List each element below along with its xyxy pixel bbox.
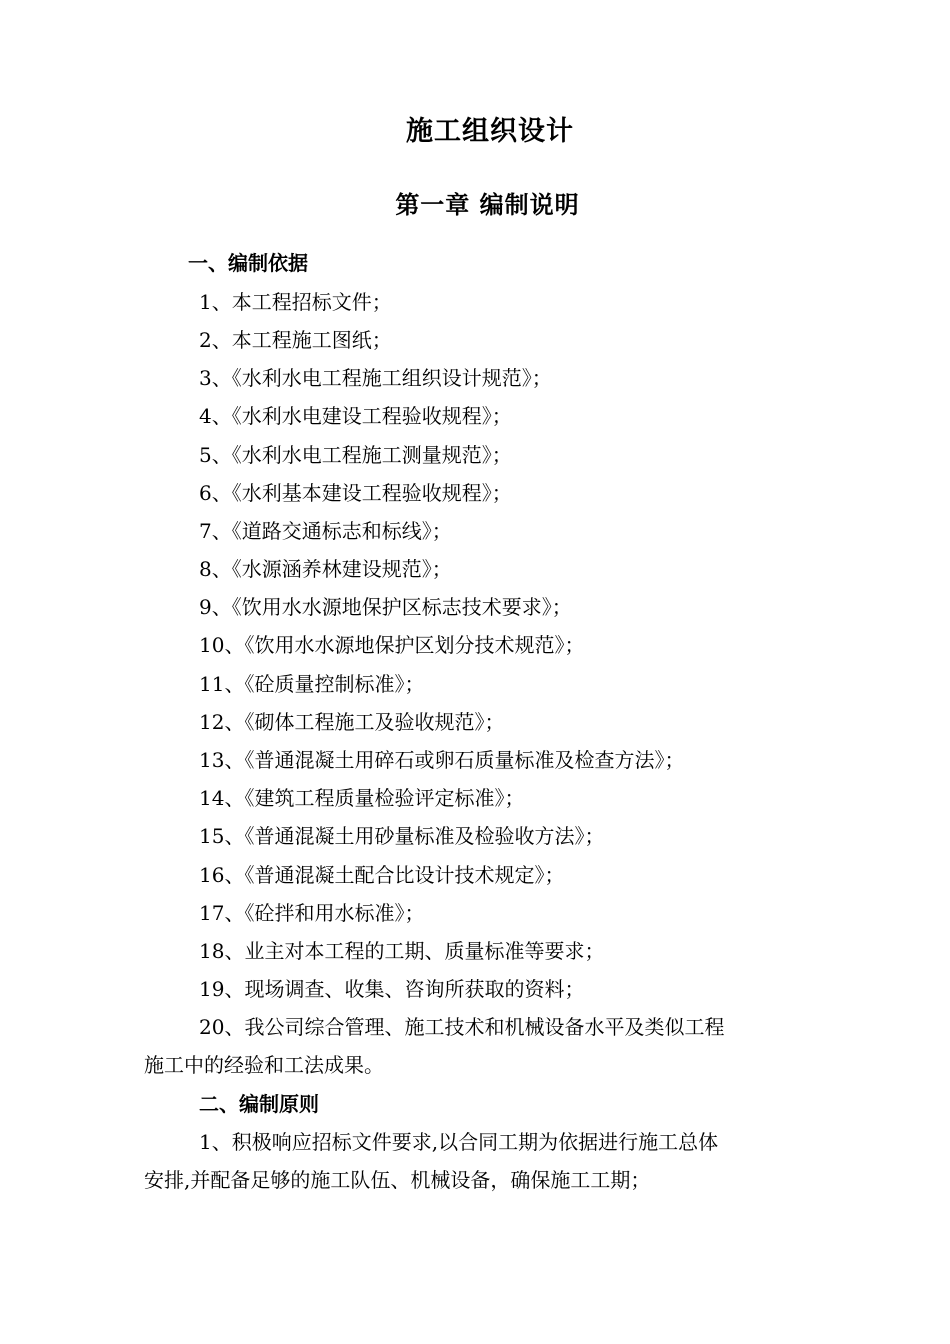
list-item-continuation: 施工中的经验和工法成果。 <box>144 1053 384 1077</box>
document-title: 施工组织设计 <box>406 116 574 147</box>
list-item-continuation: 安排,并配备足够的施工队伍、机械设备，确保施工工期； <box>144 1168 651 1192</box>
section-heading-principles: 二、编制原则 <box>199 1092 319 1116</box>
list-item: 5、《水利水电工程施工测量规范》； <box>199 443 512 467</box>
list-item: 9、《饮用水水源地保护区标志技术要求》； <box>199 595 572 619</box>
list-item: 10、《饮用水水源地保护区划分技术规范》； <box>199 633 585 657</box>
list-item: 2、本工程施工图纸； <box>199 328 392 352</box>
list-item: 1、本工程招标文件； <box>199 290 392 314</box>
section-heading-basis: 一、编制依据 <box>188 251 308 275</box>
list-item: 13、《普通混凝土用碎石或卵石质量标准及检查方法》； <box>199 748 685 772</box>
chapter-title: 第一章 编制说明 <box>395 190 580 219</box>
list-item: 15、《普通混凝土用砂量标准及检验收方法》； <box>199 824 605 848</box>
list-item: 19、现场调查、收集、咨询所获取的资料； <box>199 977 585 1001</box>
list-item: 7、《道路交通标志和标线》； <box>199 519 452 543</box>
list-item: 12、《砌体工程施工及验收规范》； <box>199 710 505 734</box>
list-item: 8、《水源涵养林建设规范》； <box>199 557 452 581</box>
list-item: 20、我公司综合管理、施工技术和机械设备水平及类似工程 <box>199 1015 725 1039</box>
list-item: 4、《水利水电建设工程验收规程》； <box>199 404 512 428</box>
list-item: 16、《普通混凝土配合比设计技术规定》； <box>199 863 565 887</box>
list-item: 14、《建筑工程质量检验评定标准》； <box>199 786 525 810</box>
list-item: 18、业主对本工程的工期、质量标准等要求； <box>199 939 605 963</box>
list-item: 1、积极响应招标文件要求,以合同工期为依据进行施工总体 <box>199 1130 719 1154</box>
list-item: 17、《砼拌和用水标准》； <box>199 901 425 925</box>
list-item: 11、《砼质量控制标准》； <box>199 672 425 696</box>
list-item: 3、《水利水电工程施工组织设计规范》； <box>199 366 552 390</box>
list-item: 6、《水利基本建设工程验收规程》； <box>199 481 512 505</box>
